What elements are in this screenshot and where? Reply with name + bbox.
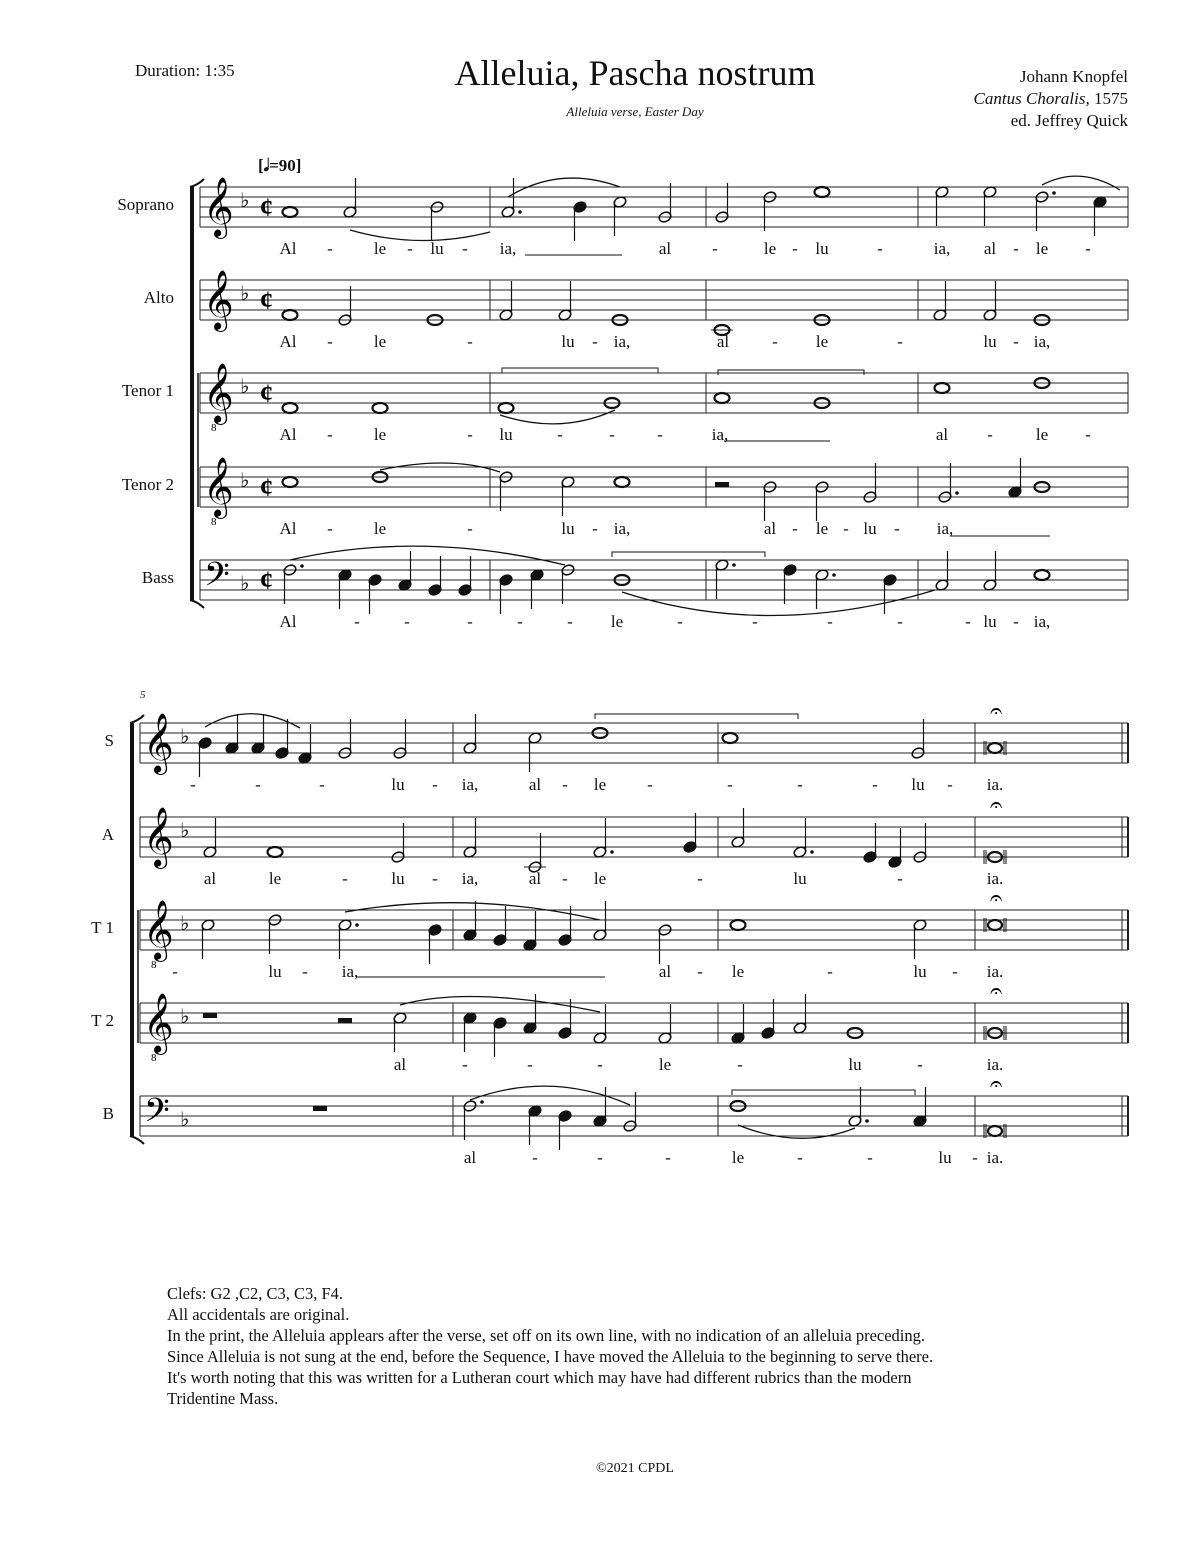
- lyric-syllable: -: [597, 1055, 603, 1074]
- lyric-syllable: ia,: [711, 425, 729, 444]
- bracket-top: [130, 715, 144, 723]
- duration: Duration: 1:35: [135, 61, 235, 80]
- editorial-notes: [167, 1283, 933, 1409]
- staff: [200, 270, 1128, 335]
- lyric-syllable: al: [203, 869, 217, 888]
- staff-label: Tenor 1: [121, 381, 174, 400]
- lyric-syllable: -: [327, 332, 333, 351]
- lyric-syllable: al: [658, 239, 672, 258]
- flat-key-signature-icon: ♭: [240, 571, 250, 595]
- treble-clef-icon: 𝄞: [203, 270, 234, 330]
- copyright: ©2021 CPDL: [596, 1461, 674, 1476]
- breve-note: [988, 920, 1002, 930]
- lyric-syllable: ia.: [986, 1148, 1004, 1167]
- cut-time-icon: ¢: [260, 379, 273, 408]
- lyric-syllable: al: [716, 332, 730, 351]
- lyric-syllable: lu: [430, 239, 444, 258]
- composer: Johann Knopfel: [1019, 67, 1128, 86]
- lyric-syllable: ia,: [936, 519, 954, 538]
- lyric-syllable: al: [528, 775, 542, 794]
- cut-time-icon: ¢: [260, 193, 273, 222]
- lyric-syllable: le: [658, 1055, 672, 1074]
- lyric-syllable: -: [562, 869, 568, 888]
- lyric-syllable: -: [327, 425, 333, 444]
- flat-key-signature-icon: ♭: [180, 724, 190, 748]
- lyric-syllable: Al: [279, 239, 297, 258]
- lyric-syllable: -: [1085, 239, 1091, 258]
- lyric-syllable: -: [467, 425, 473, 444]
- lyric-syllable: -: [843, 519, 849, 538]
- lyric-syllable: -: [792, 519, 798, 538]
- bracket-bottom: [130, 1136, 144, 1144]
- lyric-syllable: -: [609, 425, 615, 444]
- lyric-syllable: -: [952, 962, 958, 981]
- lyric-syllable: -: [255, 775, 261, 794]
- lyric-syllable: -: [354, 612, 360, 631]
- treble-clef-icon: 𝄞: [203, 457, 234, 517]
- lyric-syllable: lu: [911, 775, 925, 794]
- lyric-syllable: lu: [983, 332, 997, 351]
- whole-rest-icon: [313, 1106, 327, 1111]
- lyric-syllable: -: [190, 775, 196, 794]
- lyric-syllable: le: [1035, 425, 1049, 444]
- tempo-marking: [𝅗𝅥=90]: [258, 156, 302, 175]
- treble-clef-icon: 𝄞: [203, 177, 234, 237]
- treble-clef-icon: 𝄞: [203, 363, 234, 423]
- lyric-syllable: -: [877, 239, 883, 258]
- flat-key-signature-icon: ♭: [180, 818, 190, 842]
- ligature-bracket: [732, 1090, 915, 1095]
- augmentation-dot: [610, 850, 614, 854]
- breve-note: [988, 1126, 1002, 1136]
- fermata-icon: 𝄐: [990, 699, 1003, 724]
- lyric-syllable: -: [917, 1055, 923, 1074]
- augmentation-dot: [865, 1119, 869, 1123]
- note-head: [1035, 570, 1050, 580]
- lyric-syllable: le: [593, 869, 607, 888]
- note-head: [731, 920, 746, 930]
- lyric-syllable: le: [373, 425, 387, 444]
- slur: [508, 178, 620, 197]
- lyric-syllable: -: [1013, 239, 1019, 258]
- lyric-syllable: ia,: [461, 869, 479, 888]
- staff-label: Bass: [141, 568, 174, 587]
- lyric-syllable: -: [462, 239, 468, 258]
- slur: [1042, 176, 1120, 190]
- treble-clef-icon: 𝄞: [143, 807, 174, 867]
- lyric-syllable: -: [562, 775, 568, 794]
- staff: [140, 886, 1128, 971]
- lyric-syllable: -: [965, 612, 971, 631]
- staff-label: T 1: [91, 918, 114, 937]
- lyric-syllable: le: [268, 869, 282, 888]
- lyric-syllable: Al: [279, 425, 297, 444]
- lyric-syllable: al: [983, 239, 997, 258]
- lyric-syllable: -: [697, 962, 703, 981]
- lyric-syllable: al: [463, 1148, 477, 1167]
- fermata-icon: 𝄐: [990, 793, 1003, 818]
- lyric-syllable: le: [593, 775, 607, 794]
- lyric-syllable: le: [731, 1148, 745, 1167]
- staff: [200, 177, 1128, 241]
- lyric-syllable: -: [557, 425, 563, 444]
- lyric-syllable: le: [373, 332, 387, 351]
- measure-number: 5: [140, 689, 146, 701]
- lyric-syllable: ia.: [986, 962, 1004, 981]
- lyric-syllable: -: [697, 869, 703, 888]
- lyric-syllable: -: [792, 239, 798, 258]
- staff-label: A: [101, 825, 114, 844]
- lyric-syllable: Al: [279, 332, 297, 351]
- lyric-syllable: -: [897, 332, 903, 351]
- lyric-syllable: -: [432, 775, 438, 794]
- staff-label: S: [104, 731, 114, 750]
- staff: [200, 363, 1128, 434]
- note-head: [815, 187, 830, 197]
- subtitle: Alleluia verse, Easter Day: [566, 104, 704, 119]
- lyric-syllable: -: [592, 519, 598, 538]
- lyric-syllable: al: [658, 962, 672, 981]
- lyric-syllable: lu: [913, 962, 927, 981]
- lyric-syllable: ia,: [933, 239, 951, 258]
- cut-time-icon: ¢: [260, 286, 273, 315]
- page-title: Alleluia, Pascha nostrum: [454, 53, 816, 93]
- lyric-syllable: -: [597, 1148, 603, 1167]
- whole-rest-icon: [203, 1013, 217, 1018]
- lyric-syllable: ia.: [986, 775, 1004, 794]
- lyric-syllable: lu: [815, 239, 829, 258]
- lyric-syllable: -: [342, 869, 348, 888]
- lyric-syllable: Al: [279, 519, 297, 538]
- augmentation-dot: [300, 564, 304, 568]
- lyric-syllable: ia.: [986, 1055, 1004, 1074]
- lyric-syllable: -: [407, 239, 413, 258]
- lyric-syllable: -: [517, 612, 523, 631]
- lyric-syllable: ia,: [499, 239, 517, 258]
- note-line: Tridentine Mass.: [167, 1389, 279, 1408]
- lyric-syllable: ia,: [461, 775, 479, 794]
- staff: [140, 793, 1128, 874]
- lyric-syllable: -: [894, 519, 900, 538]
- lyric-syllable: -: [532, 1148, 538, 1167]
- augmentation-dot: [355, 923, 359, 927]
- treble-clef-icon: 𝄞: [143, 900, 174, 960]
- lyric-syllable: -: [567, 612, 573, 631]
- lyric-syllable: -: [467, 612, 473, 631]
- note-head: [935, 383, 950, 393]
- lyric-syllable: -: [527, 1055, 533, 1074]
- lyric-syllable: -: [592, 332, 598, 351]
- lyric-syllable: -: [1085, 425, 1091, 444]
- staff: [200, 551, 1128, 614]
- flat-key-signature-icon: ♭: [240, 188, 250, 212]
- augmentation-dot: [480, 1100, 484, 1104]
- lyric-syllable: -: [467, 332, 473, 351]
- lyric-syllable: -: [172, 962, 178, 981]
- octave-marker: 8: [211, 516, 217, 528]
- staff: [140, 979, 1128, 1064]
- lyric-syllable: -: [677, 612, 683, 631]
- staff: [140, 699, 1128, 777]
- bracket-bottom: [190, 600, 204, 608]
- lyric-syllable: -: [872, 775, 878, 794]
- lyric-syllable: lu: [863, 519, 877, 538]
- lyric-syllable: -: [972, 1148, 978, 1167]
- staff: [200, 457, 1128, 528]
- lyric-syllable: -: [897, 612, 903, 631]
- lyric-syllable: al: [763, 519, 777, 538]
- lyric-syllable: -: [827, 612, 833, 631]
- lyric-syllable: lu: [268, 962, 282, 981]
- staff-label: Tenor 2: [121, 475, 174, 494]
- lyric-syllable: -: [432, 869, 438, 888]
- octave-marker: 8: [151, 959, 157, 971]
- lyric-syllable: -: [827, 962, 833, 981]
- lyric-syllable: -: [1013, 332, 1019, 351]
- staff-label: T 2: [91, 1011, 114, 1030]
- lyric-syllable: -: [404, 612, 410, 631]
- system-bracket: [130, 723, 134, 1136]
- note-line: In the print, the Alleluia applears after the verse, set off on its own line, with no indication of an alleluia preceding.: [167, 1326, 926, 1345]
- lyric-syllable: lu: [938, 1148, 952, 1167]
- lyric-syllable: le: [373, 519, 387, 538]
- lyric-syllable: -: [752, 612, 758, 631]
- lyric-syllable: -: [987, 425, 993, 444]
- half-rest-icon: [338, 1018, 352, 1023]
- note-head: [499, 403, 514, 413]
- editor: ed. Jeffrey Quick: [1010, 111, 1128, 130]
- lyric-syllable: -: [462, 1055, 468, 1074]
- slur: [345, 903, 600, 920]
- half-rest-icon: [715, 482, 729, 487]
- note-head: [373, 403, 388, 413]
- source-year: 1575: [1094, 89, 1128, 108]
- lyric-syllable: le: [815, 332, 829, 351]
- lyric-syllable: -: [797, 775, 803, 794]
- note-line: Clefs: G2 ,C2, C3, C3, F4.: [167, 1284, 344, 1303]
- note-line: It's worth noting that this was written for a Lutheran court which may have had different rubrics than the modern: [167, 1368, 912, 1387]
- lyric-syllable: le: [763, 239, 777, 258]
- lyric-syllable: ia,: [613, 519, 631, 538]
- note-line: All accidentals are original.: [167, 1305, 350, 1324]
- lyric-syllable: lu: [499, 425, 513, 444]
- lyric-syllable: lu: [391, 775, 405, 794]
- slur: [622, 590, 935, 616]
- staff-label: Soprano: [117, 195, 174, 214]
- augmentation-dot: [1052, 191, 1056, 195]
- cut-time-icon: ¢: [260, 473, 273, 502]
- slur: [350, 230, 490, 241]
- lyric-syllable: Al: [279, 612, 297, 631]
- lyric-syllable: -: [797, 1148, 803, 1167]
- lyric-syllable: ia.: [986, 869, 1004, 888]
- lyric-syllable: -: [1013, 612, 1019, 631]
- staff-label: B: [102, 1104, 114, 1123]
- fermata-icon: 𝄐: [990, 886, 1003, 911]
- flat-key-signature-icon: ♭: [240, 374, 250, 398]
- slur: [205, 714, 300, 728]
- augmentation-dot: [732, 563, 736, 567]
- cut-time-icon: ¢: [260, 566, 273, 595]
- lyric-syllable: -: [327, 239, 333, 258]
- flat-key-signature-icon: ♭: [240, 281, 250, 305]
- slur: [500, 410, 615, 424]
- lyric-syllable: lu: [561, 519, 575, 538]
- augmentation-dot: [955, 491, 959, 495]
- lyric-syllable: -: [657, 425, 663, 444]
- ligature-bracket: [595, 714, 798, 719]
- bracket-top: [190, 179, 204, 187]
- source-title: Cantus Choralis,: [973, 89, 1090, 108]
- lyric-syllable: le: [815, 519, 829, 538]
- flat-key-signature-icon: ♭: [180, 1004, 190, 1028]
- lyric-syllable: ia,: [1033, 332, 1051, 351]
- flat-key-signature-icon: ♭: [180, 1107, 190, 1131]
- note-head: [615, 477, 630, 487]
- note-head: [715, 393, 730, 403]
- lyric-syllable: -: [327, 519, 333, 538]
- lyric-syllable: lu: [391, 869, 405, 888]
- note-head: [283, 207, 298, 217]
- lyric-syllable: -: [737, 1055, 743, 1074]
- lyric-syllable: -: [772, 332, 778, 351]
- lyric-syllable: -: [467, 519, 473, 538]
- lyric-syllable: al: [393, 1055, 407, 1074]
- lyric-syllable: lu: [561, 332, 575, 351]
- octave-marker: 8: [151, 1052, 157, 1064]
- lyric-syllable: -: [867, 1148, 873, 1167]
- lyric-syllable: al: [528, 869, 542, 888]
- flat-key-signature-icon: ♭: [240, 468, 250, 492]
- lyric-syllable: al: [935, 425, 949, 444]
- lyric-syllable: le: [610, 612, 624, 631]
- slur: [290, 546, 565, 565]
- staff: [140, 1072, 1128, 1150]
- fermata-icon: 𝄐: [990, 979, 1003, 1004]
- staff-label: Alto: [143, 288, 174, 307]
- lyric-syllable: ia,: [341, 962, 359, 981]
- bass-clef-icon: 𝄢: [144, 1092, 170, 1138]
- note-head: [268, 847, 283, 857]
- lyric-syllable: -: [647, 775, 653, 794]
- note-head: [283, 403, 298, 413]
- ligature-bracket: [612, 552, 765, 557]
- lyric-syllable: lu: [848, 1055, 862, 1074]
- lyric-syllable: le: [1035, 239, 1049, 258]
- bass-clef-icon: 𝄢: [204, 556, 230, 602]
- lyric-syllable: -: [897, 869, 903, 888]
- lyric-syllable: -: [712, 239, 718, 258]
- lyric-syllable: -: [947, 775, 953, 794]
- lyric-syllable: lu: [983, 612, 997, 631]
- treble-clef-icon: 𝄞: [143, 713, 174, 773]
- lyric-syllable: -: [665, 1148, 671, 1167]
- system-bracket: [190, 187, 194, 600]
- augmentation-dot: [810, 850, 814, 854]
- augmentation-dot: [518, 210, 522, 214]
- ligature-bracket: [502, 368, 658, 373]
- fermata-icon: 𝄐: [990, 1072, 1003, 1097]
- treble-clef-icon: 𝄞: [143, 993, 174, 1053]
- note-head: [723, 733, 738, 743]
- lyric-syllable: -: [319, 775, 325, 794]
- flat-key-signature-icon: ♭: [180, 911, 190, 935]
- lyric-syllable: -: [302, 962, 308, 981]
- lyric-syllable: le: [731, 962, 745, 981]
- note-head: [283, 310, 298, 320]
- lyric-syllable: ia,: [1033, 612, 1051, 631]
- note-line: Since Alleluia is not sung at the end, before the Sequence, I have moved the Alleluia to the beginning to serve there.: [167, 1347, 934, 1366]
- lyric-syllable: lu: [793, 869, 807, 888]
- note-head: [283, 477, 298, 487]
- lyric-syllable: ia,: [613, 332, 631, 351]
- lyric-syllable: -: [727, 775, 733, 794]
- octave-marker: 8: [211, 422, 217, 434]
- lyric-syllable: le: [373, 239, 387, 258]
- augmentation-dot: [832, 573, 836, 577]
- breve-note: [988, 743, 1002, 753]
